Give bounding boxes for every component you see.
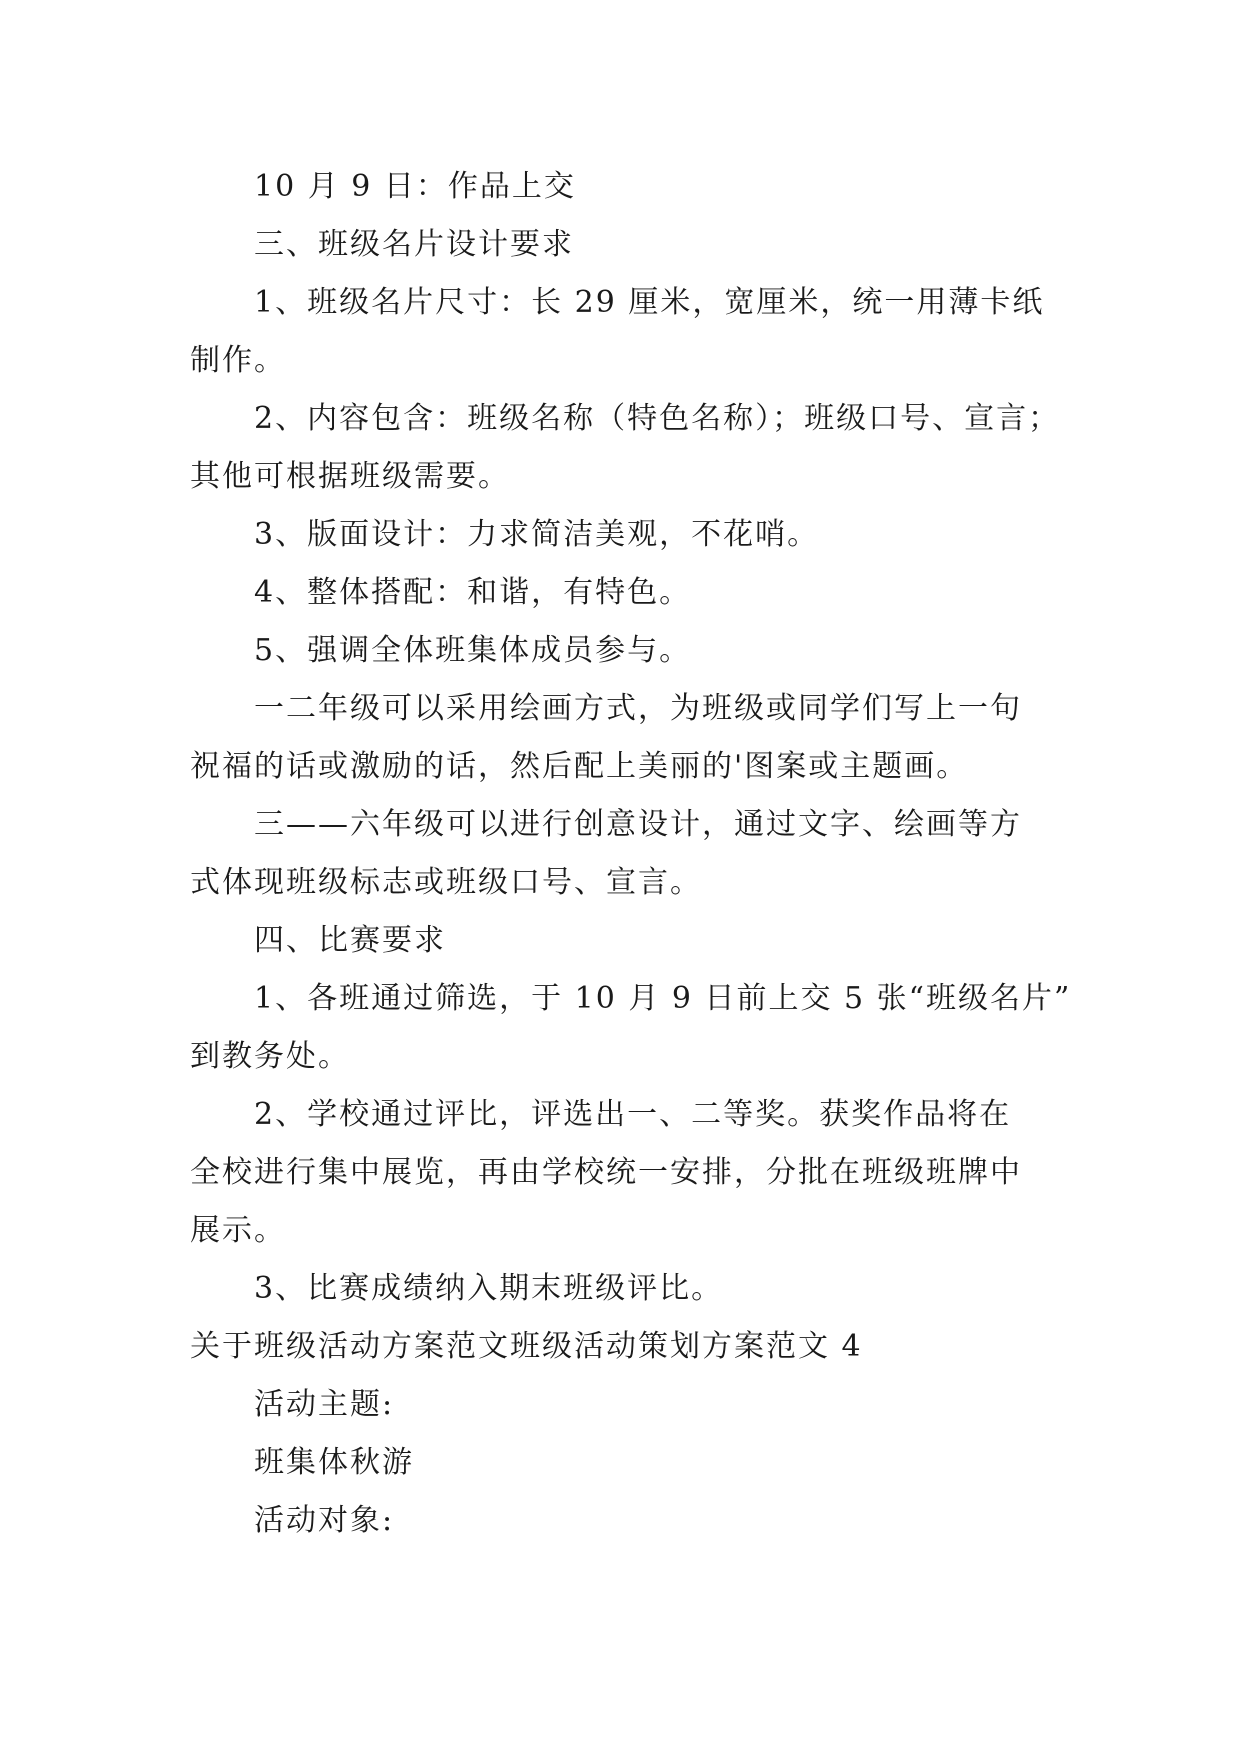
- requirement-4: 4、整体搭配：和谐，有特色。: [254, 575, 692, 610]
- contest-rule-2: 2、学校通过评比，评选出一、二等奖。获奖作品将在: [254, 1097, 1012, 1132]
- grade-1-2-paragraph-cont: 祝福的话或激励的话，然后配上美丽的'图案或主题画。: [190, 749, 969, 784]
- document-page: [190, 158, 1072, 1550]
- requirement-1-cont: 制作。: [190, 343, 286, 378]
- contest-rule-1: 1、各班通过筛选，于 10 月 9 日前上交 5 张“班级名片”: [254, 981, 1072, 1016]
- section-heading-4: 四、比赛要求: [254, 923, 446, 958]
- requirement-3: 3、版面设计：力求简洁美观，不花哨。: [254, 517, 820, 552]
- grade-3-6-paragraph: 三——六年级可以进行创意设计，通过文字、绘画等方: [254, 807, 1022, 842]
- requirement-2: 2、内容包含：班级名称（特色名称）；班级口号、宣言；: [254, 401, 1061, 436]
- activity-theme-label: 活动主题:: [254, 1387, 395, 1422]
- section-heading-3: 三、班级名片设计要求: [254, 227, 574, 262]
- requirement-5: 5、强调全体班集体成员参与。: [254, 633, 692, 668]
- contest-rule-2-cont-2: 展示。: [190, 1213, 286, 1248]
- contest-rule-2-cont: 全校进行集中展览，再由学校统一安排，分批在班级班牌中: [190, 1155, 1022, 1190]
- activity-theme-value: 班集体秋游: [254, 1445, 414, 1480]
- article-title: 关于班级活动方案范文班级活动策划方案范文 4: [190, 1329, 863, 1364]
- contest-rule-3: 3、比赛成绩纳入期末班级评比。: [254, 1271, 724, 1306]
- activity-target-label: 活动对象:: [254, 1503, 395, 1538]
- grade-3-6-paragraph-cont: 式体现班级标志或班级口号、宣言。: [190, 865, 702, 900]
- requirement-1: 1、班级名片尺寸：长 29 厘米，宽厘米，统一用薄卡纸: [254, 285, 1045, 320]
- schedule-line: 10 月 9 日：作品上交: [254, 169, 576, 204]
- contest-rule-1-cont: 到教务处。: [190, 1039, 350, 1074]
- requirement-2-cont: 其他可根据班级需要。: [190, 459, 510, 494]
- grade-1-2-paragraph: 一二年级可以采用绘画方式，为班级或同学们写上一句: [254, 691, 1022, 726]
